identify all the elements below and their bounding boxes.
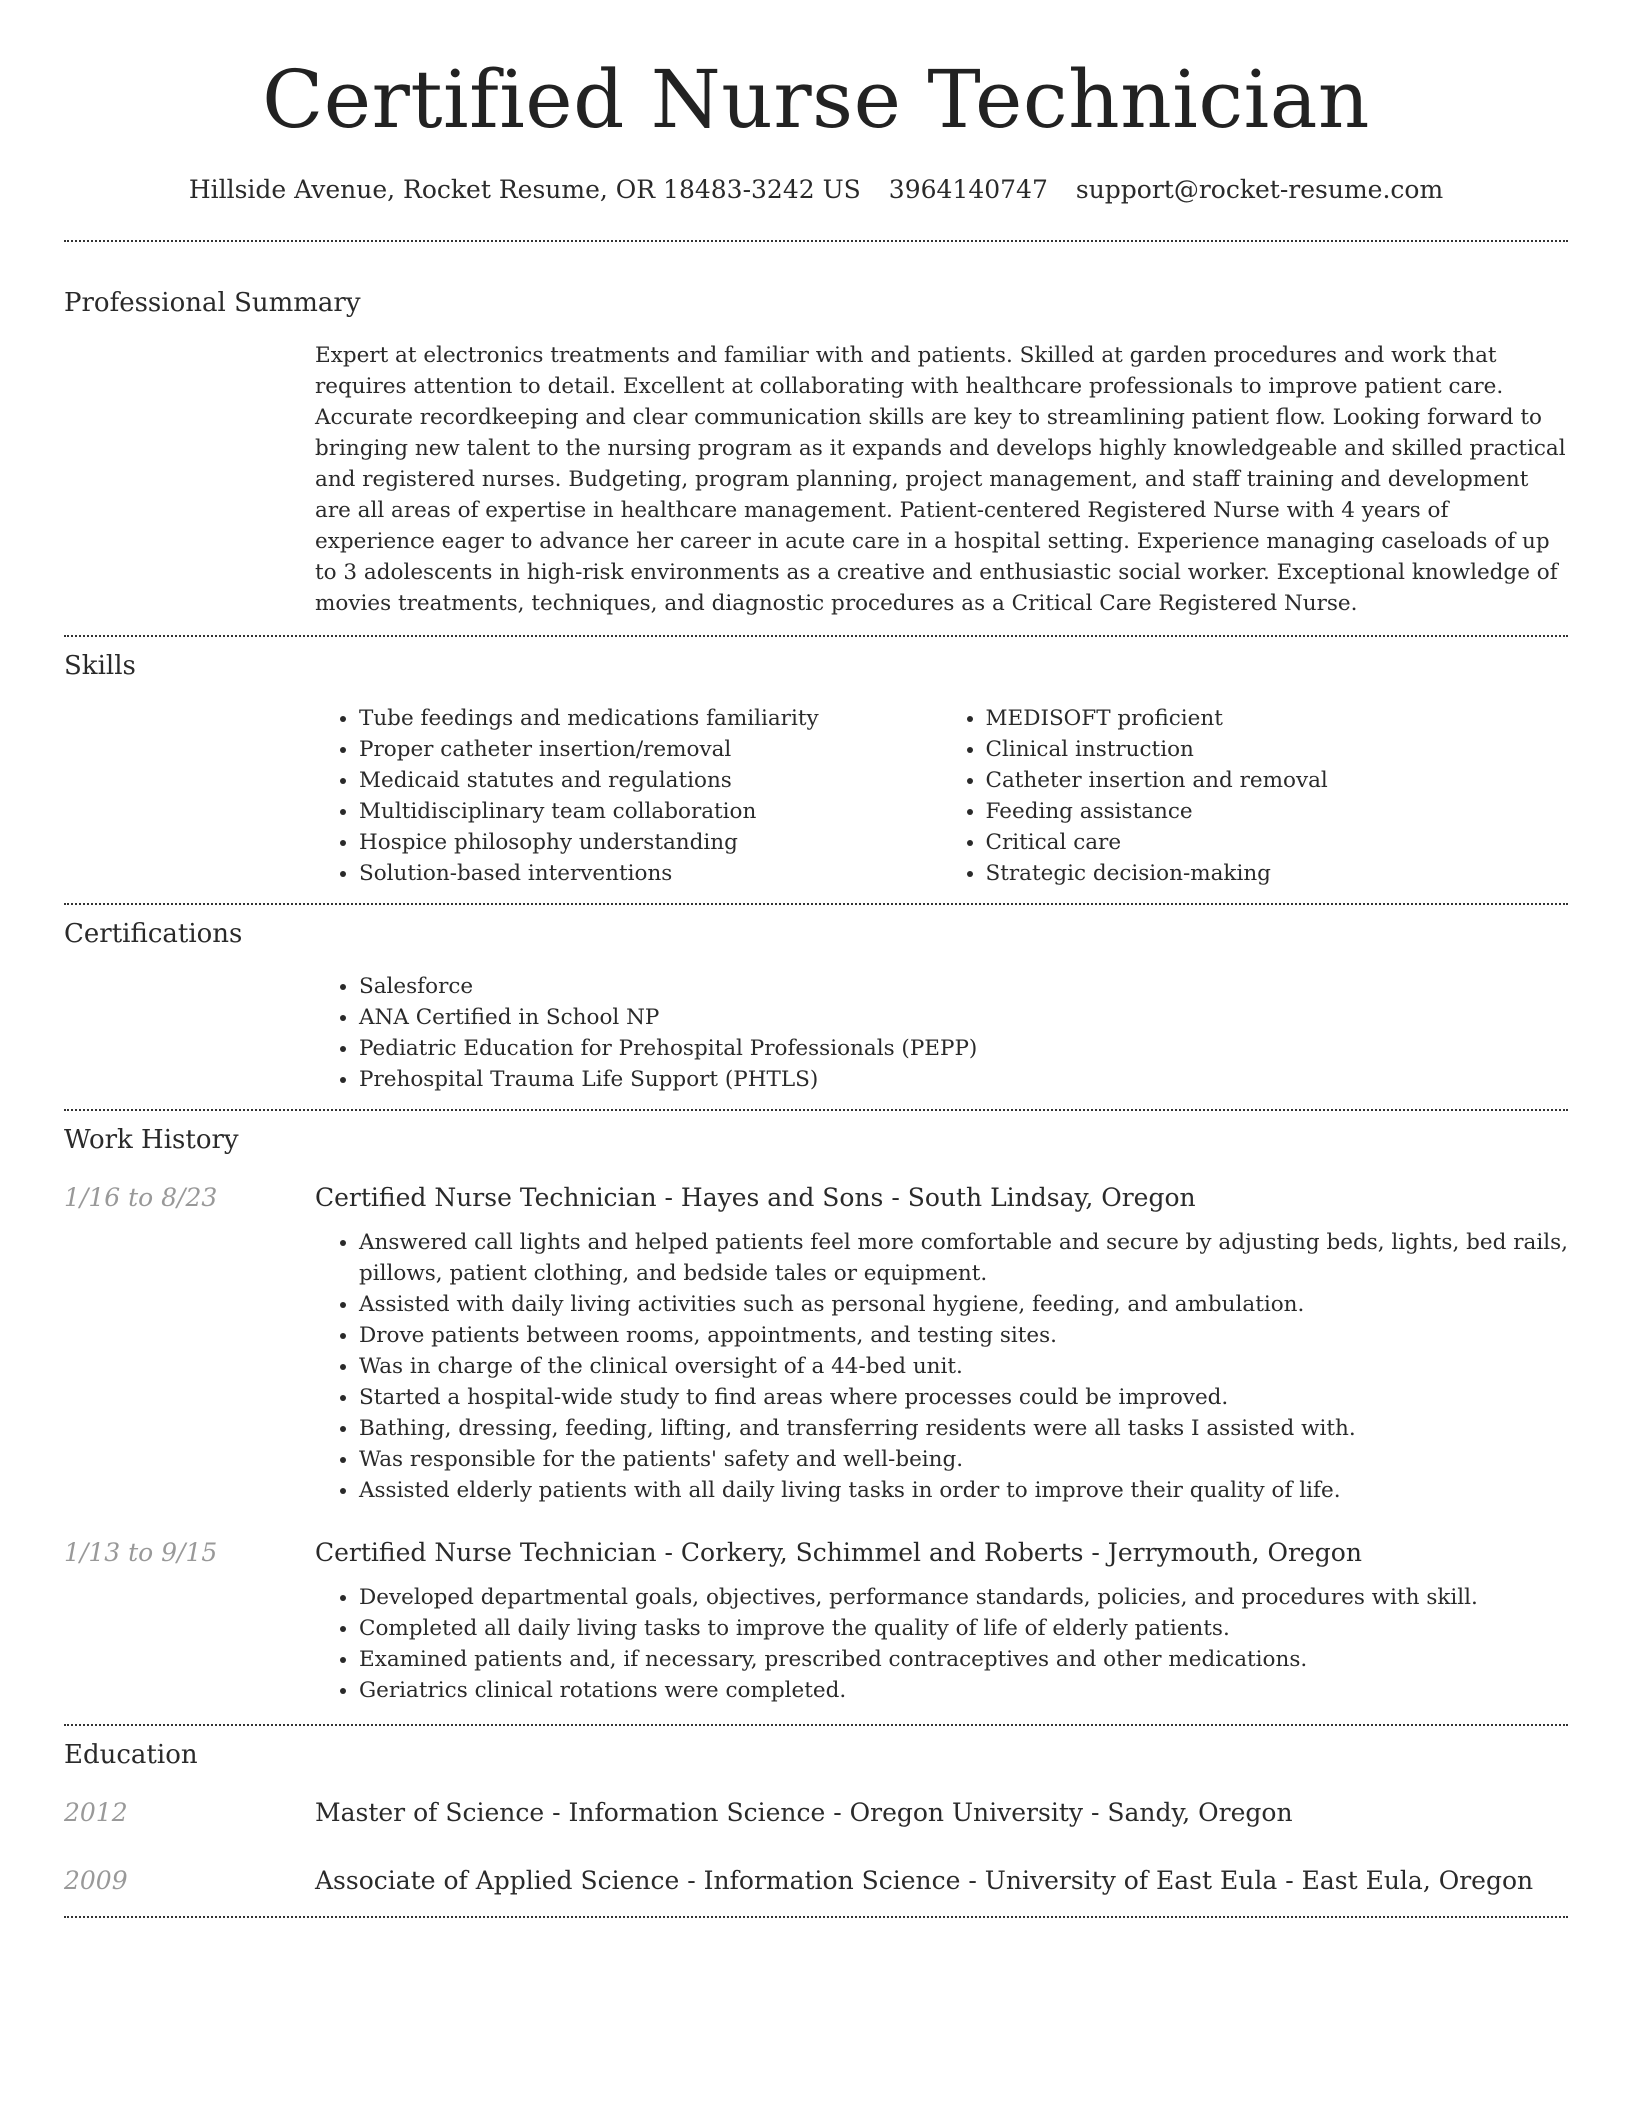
education-heading: Associate of Applied Science - Information Science - University of East Eula - East Eula, Oregon [315, 1866, 1534, 1895]
certification-item: • ANA Certified in School NP [359, 1002, 1568, 1033]
job-body [315, 1582, 1568, 1706]
job-bullets [315, 1582, 1568, 1706]
job-bullet: • Was responsible for the patients' safety and well-being. [359, 1444, 1568, 1475]
certification-item: • Pediatric Education for Prehospital Professionals (PEPP) [359, 1033, 1568, 1064]
contact-address: Hillside Avenue, Rocket Resume, OR 18483-3242 US [188, 175, 861, 204]
job-bullet: • Developed departmental goals, objectives, performance standards, policies, and procedures with skill. [359, 1582, 1568, 1613]
summary-section [64, 242, 1568, 635]
contact-phone: 3964140747 [888, 175, 1048, 204]
job-bullet: • Bathing, dressing, feeding, lifting, and transferring residents were all tasks I assisted with. [359, 1413, 1568, 1444]
skill-item: • Catheter insertion and removal [986, 765, 1569, 796]
skill-item: • Clinical instruction [986, 734, 1569, 765]
job-entry [64, 1181, 1568, 1506]
contact-line [64, 174, 1568, 206]
summary-title: Professional Summary [64, 288, 361, 318]
job-bullet: • Examined patients and, if necessary, prescribed contraceptives and other medications. [359, 1644, 1568, 1675]
education-date: 2009 [64, 1866, 128, 1895]
certification-item: • Salesforce [359, 971, 1568, 1002]
job-header [64, 1536, 1568, 1570]
education-entry [64, 1796, 1568, 1830]
job-heading: Certified Nurse Technician - Corkery, Schimmel and Roberts - Jerrymouth, Oregon [315, 1538, 1362, 1567]
skill-item: • Proper catheter insertion/removal [359, 734, 942, 765]
certifications-section [64, 905, 1568, 1109]
skill-item: • Medicaid statutes and regulations [359, 765, 942, 796]
skill-item: • Critical care [986, 827, 1569, 858]
job-bullet: • Assisted with daily living activities such as personal hygiene, feeding, and ambulation. [359, 1289, 1568, 1320]
certifications-list [315, 971, 1568, 1095]
job-bullet: • Started a hospital-wide study to find areas where processes could be improved. [359, 1382, 1568, 1413]
skill-item: • Feeding assistance [986, 796, 1569, 827]
contact-email[interactable]: support@rocket-resume.com [1075, 175, 1444, 204]
summary-text: Expert at electronics treatments and familiar with and patients. Skilled at garden procedures and work that requires attention to detail. Excellent at collaborating with healthcare professionals to improve patient care. Accurate recordkeeping and clear communication skills are key to streamlining patient flow. Looking forward to bringing new talent to the nursing program as it expands and develops highly knowledgeable and skilled practical and registered nurses. Budgeting, program planning, project management, and staff training and development are all areas of expertise in healthcare management. Patient-centered Registered Nurse with 4 years of experience eager to advance her career in acute care in a hospital setting. Experience managing caseloads of up to 3 adolescents in high-risk environments as a creative and enthusiastic social worker. Exceptional knowledge of movies treatments, techniques, and diagnostic procedures as a Critical Care Registered Nurse. [315, 343, 1566, 616]
education-heading: Master of Science - Information Science - Oregon University - Sandy, Oregon [315, 1798, 1293, 1827]
skill-item: • Tube feedings and medications familiarity [359, 703, 942, 734]
certifications-title: Certifications [64, 919, 243, 949]
candidate-name: Certified Nurse Technician [262, 53, 1370, 146]
education-title: Education [64, 1740, 198, 1770]
job-bullet: • Answered call lights and helped patients feel more comfortable and secure by adjusting beds, lights, bed rails, pillows, patient clothing, and bedside tales or equipment. [359, 1227, 1568, 1289]
skills-list-right [942, 703, 1569, 889]
job-bullet: • Was in charge of the clinical oversight of a 44-bed unit. [359, 1351, 1568, 1382]
job-date: 1/16 to 8/23 [64, 1183, 218, 1212]
work-title: Work History [64, 1125, 239, 1155]
education-entry [64, 1864, 1568, 1898]
skills-grid [315, 703, 1568, 889]
job-header [64, 1181, 1568, 1215]
skill-item: • MEDISOFT proficient [986, 703, 1569, 734]
education-date: 2012 [64, 1798, 128, 1827]
job-bullet: • Drove patients between rooms, appointments, and testing sites. [359, 1320, 1568, 1351]
skill-item: • Solution-based interventions [359, 858, 942, 889]
skill-item: • Hospice philosophy understanding [359, 827, 942, 858]
certifications-body [315, 971, 1568, 1095]
certification-item: • Prehospital Trauma Life Support (PHTLS) [359, 1064, 1568, 1095]
skills-list-left [315, 703, 942, 889]
job-date: 1/13 to 9/15 [64, 1538, 218, 1567]
job-heading: Certified Nurse Technician - Hayes and Sons - South Lindsay, Oregon [315, 1183, 1196, 1212]
skills-title: Skills [64, 651, 136, 681]
work-section [64, 1111, 1568, 1724]
skills-section [64, 637, 1568, 903]
divider [64, 1916, 1568, 1918]
education-section [64, 1726, 1568, 1916]
job-bullet: • Geriatrics clinical rotations were completed. [359, 1675, 1568, 1706]
job-bullet: • Completed all daily living tasks to improve the quality of life of elderly patients. [359, 1613, 1568, 1644]
job-entry [64, 1536, 1568, 1706]
job-body [315, 1227, 1568, 1506]
skill-item: • Multidisciplinary team collaboration [359, 796, 942, 827]
skill-item: • Strategic decision-making [986, 858, 1569, 889]
job-bullet: • Assisted elderly patients with all daily living tasks in order to improve their quality of life. [359, 1475, 1568, 1506]
job-bullets [315, 1227, 1568, 1506]
